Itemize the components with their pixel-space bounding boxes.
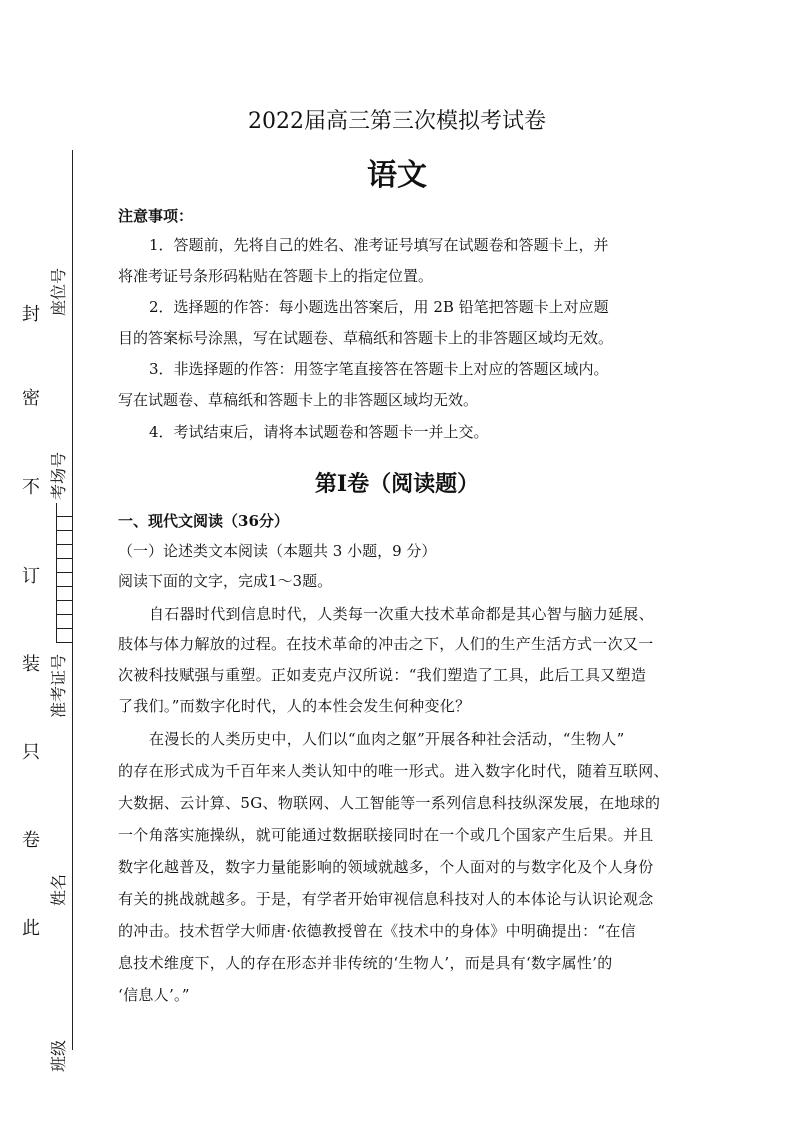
passage-line: 肢体与体力解放的过程。在技术革命的冲击之下，人们的生产生活方式一次又一 (118, 635, 654, 653)
passage-line: ‘信息人’。” (118, 986, 190, 1004)
seal-char: 封 (22, 304, 40, 325)
seal-char: 此 (22, 918, 40, 939)
passage-line: 了我们。”而数字化时代，人的本性会发生何种变化？ (118, 697, 471, 715)
passage-line: 在漫长的人类历史中，人们以“血肉之躯”开展各种社会活动，“生物人” (149, 730, 625, 748)
name-label: 姓名 (49, 873, 68, 906)
notice-line: 4．考试结束后，请将本试题卷和答题卡一并上交。 (149, 423, 489, 441)
notice-line: 目的答案标号涂黑，写在试题卷、草稿纸和答题卡上的非答题区域均无效。 (118, 329, 614, 347)
passage-line: 息技术维度下，人的存在形态并非传统的‘生物人’，而是具有‘数字属性’的 (118, 954, 613, 972)
subsection-heading: （一）论述类文本阅读（本题共 3 小题，9 分） (118, 542, 437, 560)
notice-line: 3．非选择题的作答：用签字笔直接答在答题卡上对应的答题区域内。 (149, 360, 609, 378)
passage-line: 的存在形式成为千百年来人类认知中的唯一形式。进入数字化时代，随着互联网、 (118, 762, 669, 780)
passage-line: 有关的挑战就越多。于是，有学者开始审视信息科技对人的本体论与认识论观念 (118, 890, 654, 908)
notice-line: 将准考证号条形码粘贴在答题卡上的指定位置。 (118, 267, 434, 285)
admission-number-grid (56, 503, 73, 643)
passage-line: 次被科技赋强与重塑。正如麦克卢汉所说：“我们塑造了工具，此后工具又塑造 (118, 666, 647, 684)
subject-title: 语文 (367, 158, 427, 193)
exam-title: 2022届高三第三次模拟考试卷 (248, 109, 546, 134)
seal-char: 订 (22, 566, 40, 587)
notice-heading: 注意事项： (118, 207, 194, 225)
passage-line: 的冲击。技术哲学大师唐·依德教授曾在《技术中的身体》中明确提出：“在信 (118, 922, 636, 940)
exam-room-label: 考场号 (49, 451, 68, 500)
seal-char: 不 (22, 477, 40, 498)
admission-number-label: 准考证号 (49, 653, 68, 718)
seat-number-label: 座位号 (49, 267, 68, 316)
seal-char: 密 (22, 388, 40, 409)
seal-char: 只 (22, 742, 40, 763)
passage-line: 自石器时代到信息时代，人类每一次重大技术革命都是其心智与脑力延展、 (149, 605, 654, 623)
instruction: 阅读下面的文字，完成1～3题。 (118, 572, 333, 590)
passage-line: 数字化越普及，数字力量能影响的领域就越多，个人面对的与数字化及个人身份 (118, 858, 654, 876)
passage-line: 大数据、云计算、5G、物联网、人工智能等一系列信息科技纵深发展，在地球的 (118, 794, 661, 812)
notice-line: 2．选择题的作答：每小题选出答案后，用 2B 铅笔把答题卡上对应题 (149, 298, 609, 316)
passage-line: 一个角落实施操纵，就可能通过数据联接同时在一个或几个国家产生后果。并且 (118, 826, 654, 844)
seal-char: 卷 (22, 830, 40, 851)
notice-line: 1．答题前，先将自己的姓名、准考证号填写在试题卷和答题卡上，并 (149, 236, 609, 254)
notice-line: 写在试题卷、草稿纸和答题卡上的非答题区域均无效。 (118, 391, 479, 409)
seal-char: 装 (22, 654, 40, 675)
section-heading: 一、现代文阅读（36分） (118, 512, 289, 530)
class-label: 班级 (49, 1039, 68, 1072)
part-title: 第Ⅰ卷（阅读题） (314, 471, 480, 497)
